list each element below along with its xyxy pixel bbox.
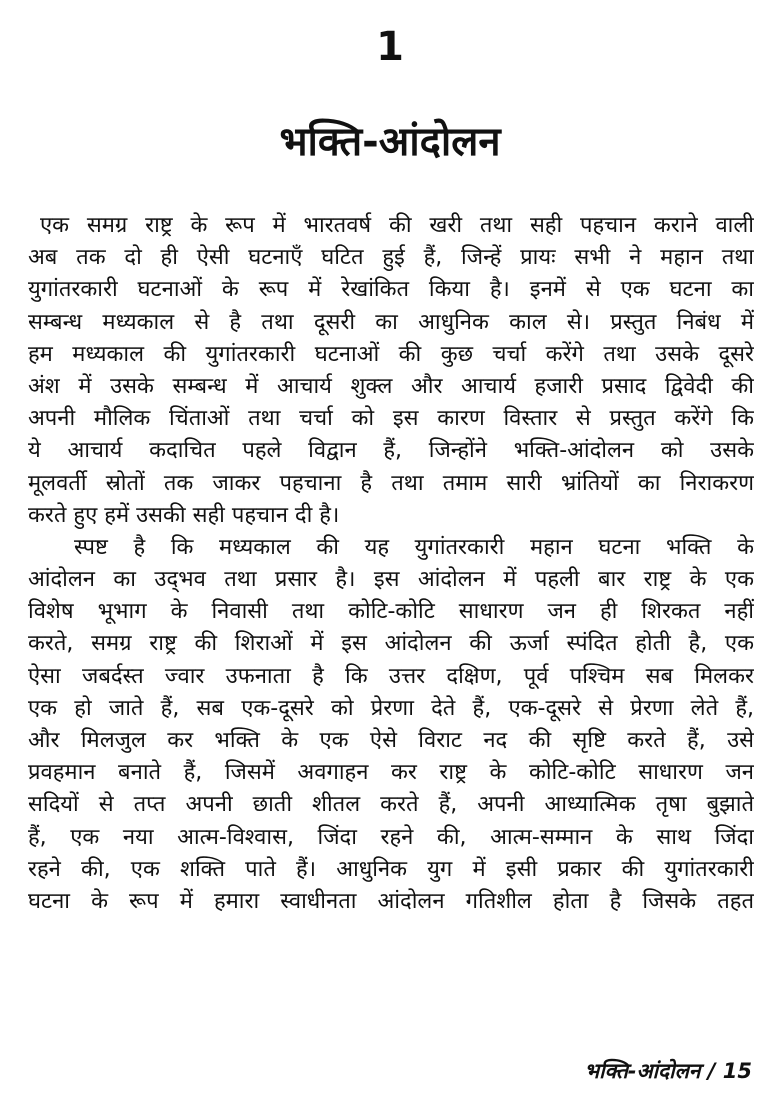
paragraph-1 xyxy=(28,210,754,532)
text-line: हैं, एक नया आत्म-विश्वास, जिंदा रहने की, आत्म-सम्मान के साथ जिंदा xyxy=(28,824,754,850)
text-line: स्पष्ट है कि मध्यकाल की यह युगांतरकारी महान घटना भक्ति के xyxy=(74,534,754,560)
text-line: एक समग्र राष्ट्र के रूप में भारतवर्ष की खरी तथा सही पहचान कराने वाली xyxy=(40,213,754,238)
text-line: और मिलजुल कर भक्ति के एक ऐसे विराट नद की सृष्टि करते हैं, उसे xyxy=(28,728,754,753)
text-line: युगांतरकारी घटनाओं के रूप में रेखांकित किया है। इनमें से एक घटना का xyxy=(28,277,754,303)
text-line: करते हुए हमें उसकी सही पहचान दी है। xyxy=(28,502,340,528)
paragraph-2 xyxy=(28,532,754,918)
text-line: ये आचार्य कदाचित पहले विद्वान हैं, जिन्होंने भक्ति-आंदोलन को उसके xyxy=(28,438,754,464)
text-line: सदियों से तप्त अपनी छाती शीतल करते हैं, अपनी आध्यात्मिक तृषा बुझाते xyxy=(28,792,754,818)
text-line: अब तक दो ही ऐसी घटनाएँ घटित हुई हैं, जिन्हें प्रायः सभी ने महान तथा xyxy=(28,245,754,271)
page-number: 15 xyxy=(722,1059,752,1083)
chapter-number: 1 xyxy=(376,24,404,70)
text-line: एक हो जाते हैं, सब एक-दूसरे को प्रेरणा देते हैं, एक-दूसरे से प्रेरणा लेते हैं, xyxy=(28,695,754,721)
body-text xyxy=(28,210,754,918)
text-line: ऐसा जबर्दस्त ज्वार उफनाता है कि उत्तर दक्षिण, पूर्व पश्चिम सब मिलकर xyxy=(28,663,754,689)
text-line: अंश में उसके सम्बन्ध में आचार्य शुक्ल और आचार्य हजारी प्रसाद द्विवेदी की xyxy=(28,373,754,399)
chapter-title: भक्ति-आंदोलन xyxy=(279,119,501,165)
footer-separator: / xyxy=(707,1059,716,1083)
text-line: आंदोलन का उद्‍भव तथा प्रसार है। इस आंदोलन में पहली बार राष्ट्र के एक xyxy=(28,567,754,593)
text-line: प्रवहमान बनाते हैं, जिसमें अवगाहन कर राष्ट्र के कोटि-कोटि साधारण जन xyxy=(28,760,754,786)
page-footer xyxy=(584,1056,752,1086)
text-line: हम मध्यकाल की युगांतरकारी घटनाओं की कुछ चर्चा करेंगे तथा उसके दूसरे xyxy=(28,341,754,367)
text-line: रहने की, एक शक्ति पाते हैं। आधुनिक युग में इसी प्रकार की युगांतरकारी xyxy=(28,856,754,882)
text-line: सम्बन्ध मध्यकाल से है तथा दूसरी का आधुनिक काल से। प्रस्तुत निबंध में xyxy=(28,309,754,335)
running-title: भक्ति-आंदोलन xyxy=(584,1059,701,1083)
text-line: करते, समग्र राष्ट्र की शिराओं में इस आंदोलन की ऊर्जा स्पंदित होती है, एक xyxy=(28,631,754,657)
text-line: अपनी मौलिक चिंताओं तथा चर्चा को इस कारण विस्तार से प्रस्तुत करेंगे कि xyxy=(28,406,754,432)
text-line: घटना के रूप में हमारा स्वाधीनता आंदोलन गतिशील होता है जिसके तहत xyxy=(28,888,754,914)
text-line: विशेष भूभाग के निवासी तथा कोटि-कोटि साधारण जन ही शिरकत नहीं xyxy=(28,599,754,625)
text-line: मूलवर्ती स्रोतों तक जाकर पहचाना है तथा तमाम सारी भ्रांतियों का निराकरण xyxy=(28,470,754,496)
